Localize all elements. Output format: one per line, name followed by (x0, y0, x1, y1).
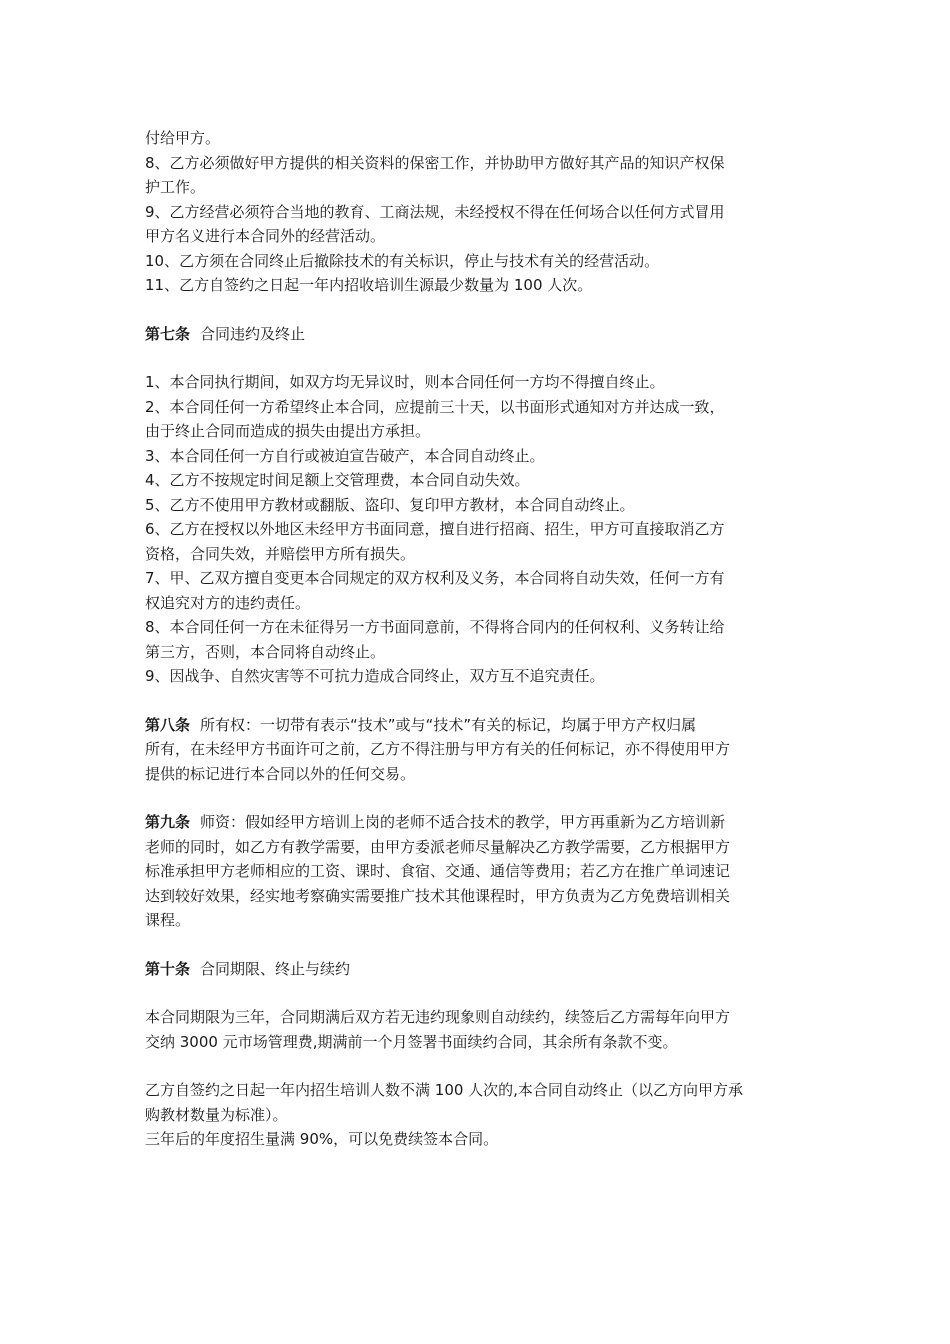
text-line: 乙方自签约之日起一年内招生培训人数不满 100 人次的,本合同自动终止（以乙方向甲方承 (145, 1081, 743, 1099)
article-text: 师资：假如经甲方培训上岗的老师不适合技术的教学，甲方再重新为乙方培训新 (200, 813, 726, 831)
article-heading (145, 322, 810, 347)
text-line: 达到较好效果，经实地考察确实需要推广技术其他课程时，甲方负责为乙方免费培训相关 (145, 886, 731, 905)
text-line: 4、乙方不按规定时间足额上交管理费，本合同自动失效。 (145, 471, 530, 489)
text-line: 交纳 3000 元市场管理费,期满前一个月签署书面续约合同，其余所有条款不变。 (145, 1032, 678, 1051)
article-number: 第七条 (145, 324, 191, 343)
text-line: 提供的标记进行本合同以外的任何交易。 (145, 764, 416, 783)
text-line: 资格，合同失效，并赔偿甲方所有损失。 (145, 544, 416, 563)
article-text: 所有权：一切带有表示“技术”或与“技术”有关的标记，均属于甲方产权归属 (200, 715, 697, 734)
text-line: 9、乙方经营必须符合当地的教育、工商法规，未经授权不得在任何场合以任何方式冒用 (145, 202, 725, 221)
text-line: 1、本合同执行期间，如双方均无异议时，则本合同任何一方均不得擅自终止。 (145, 373, 665, 391)
text-line: 付给甲方。 (145, 129, 221, 147)
paragraph-gap (145, 786, 810, 810)
text-line: 老师的同时，如乙方有教学需要，由甲方委派老师尽量解决乙方教学需要，乙方根据甲方 (145, 837, 731, 856)
text-line: 11、乙方自签约之日起一年内招收培训生源最少数量为 100 人次。 (145, 276, 593, 294)
text-line: 2、本合同任何一方希望终止本合同，应提前三十天，以书面形式通知对方并达成一致， (145, 397, 725, 416)
paragraph-gap (145, 933, 810, 957)
document-body (145, 126, 810, 1152)
text-line: 护工作。 (145, 178, 206, 196)
text-line: 8、乙方必须做好甲方提供的相关资料的保密工作，并协助甲方做好其产品的知识产权保 (145, 153, 725, 172)
paragraph-gap (145, 689, 810, 713)
paragraph-gap (145, 981, 810, 1005)
text-line: 权追究对方的违约责任。 (145, 593, 311, 612)
text-line: 标准承担甲方老师相应的工资、课时、食宿、交通、通信等费用；若乙方在推广单词速记 (145, 862, 731, 880)
article-text: 合同期限、终止与续约 (200, 959, 351, 978)
paragraph-gap (145, 1054, 810, 1078)
text-line: 课程。 (145, 911, 191, 929)
text-line: 5、乙方不使用甲方教材或翻版、盗印、复印甲方教材，本合同自动终止。 (145, 495, 635, 514)
article-number: 第十条 (145, 959, 191, 978)
text-line: 三年后的年度招生量满 90%，可以免费续签本合同。 (145, 1130, 499, 1148)
article-number: 第八条 (145, 715, 191, 734)
text-line: 购教材数量为标准）。 (145, 1105, 288, 1124)
text-line: 本合同期限为三年，合同期满后双方若无违约现象则自动续约，续签后乙方需每年向甲方 (145, 1008, 731, 1026)
paragraph-gap (145, 298, 810, 322)
text-line: 由于终止合同而造成的损失由提出方承担。 (145, 422, 431, 440)
article-text: 合同违约及终止 (200, 324, 306, 343)
text-line: 甲方名义进行本合同外的经营活动。 (145, 227, 386, 245)
text-line: 3、本合同任何一方自行或被迫宣告破产，本合同自动终止。 (145, 446, 545, 465)
article-heading (145, 957, 810, 982)
text-line: 10、乙方须在合同终止后撤除技术的有关标识，停止与技术有关的经营活动。 (145, 251, 660, 270)
text-line: 6、乙方在授权以外地区未经甲方书面同意，擅自进行招商、招生，甲方可直接取消乙方 (145, 520, 725, 538)
text-line: 7、甲、乙双方擅自变更本合同规定的双方权利及义务，本合同将自动失效，任何一方有 (145, 569, 725, 587)
article-number: 第九条 (145, 813, 191, 831)
text-line: 第三方，否则，本合同将自动终止。 (145, 642, 386, 661)
article-heading (145, 713, 810, 738)
paragraph-gap (145, 346, 810, 370)
text-line: 9、因战争、自然灾害等不可抗力造成合同终止，双方互不追究责任。 (145, 667, 605, 685)
text-line: 所有，在未经甲方书面许可之前，乙方不得注册与甲方有关的任何标记，亦不得使用甲方 (145, 740, 731, 758)
article-heading (145, 810, 810, 835)
text-line: 8、本合同任何一方在未征得另一方书面同意前，不得将合同内的任何权利、义务转让给 (145, 618, 725, 636)
